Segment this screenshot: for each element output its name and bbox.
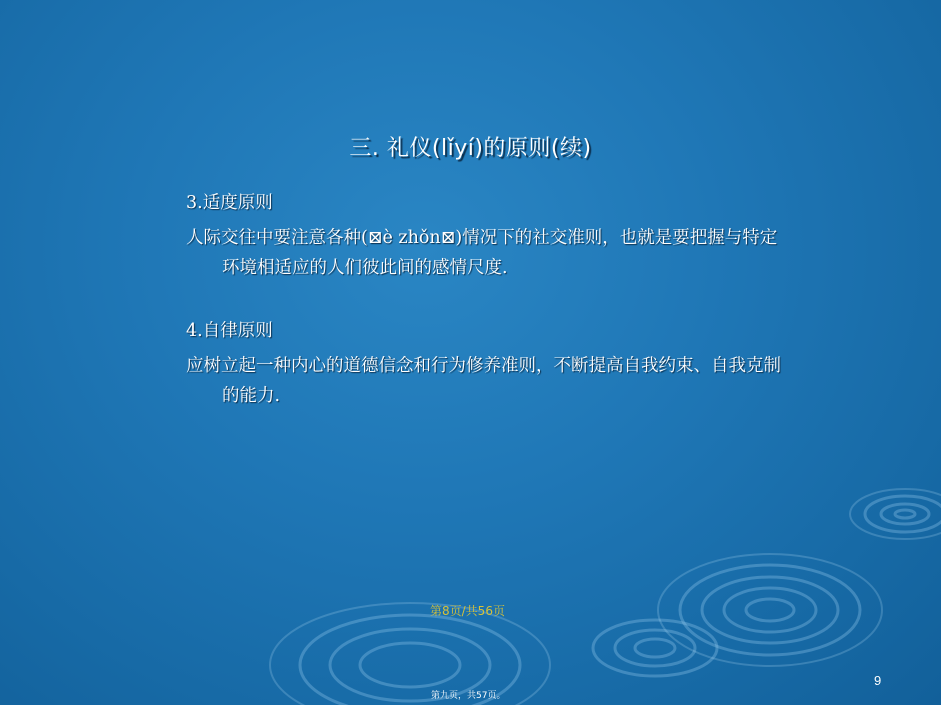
slide-number: 9: [874, 673, 882, 688]
section-heading: 3.适度原则: [186, 193, 273, 213]
principle-self-discipline: [186, 317, 786, 411]
slide-title: 三. 礼仪(lǐyí)的原则(续): [349, 136, 592, 161]
section-heading: 4.自律原则: [186, 321, 273, 341]
footer-page-note: 第九页，共57页。: [431, 691, 506, 701]
page-indicator-link[interactable]: 第8页/共56页: [430, 604, 505, 618]
section-text: 人际交往中要注意各种(⊠è zhǒn⊠)情况下的社交准则，也就是要把握与特定环境相适应的人们彼此间的感情尺度.: [186, 228, 778, 278]
principle-moderation: [186, 189, 786, 283]
section-text: 应树立起一种内心的道德信念和行为修养准则，不断提高自我约束、自我克制的能力.: [186, 356, 781, 406]
